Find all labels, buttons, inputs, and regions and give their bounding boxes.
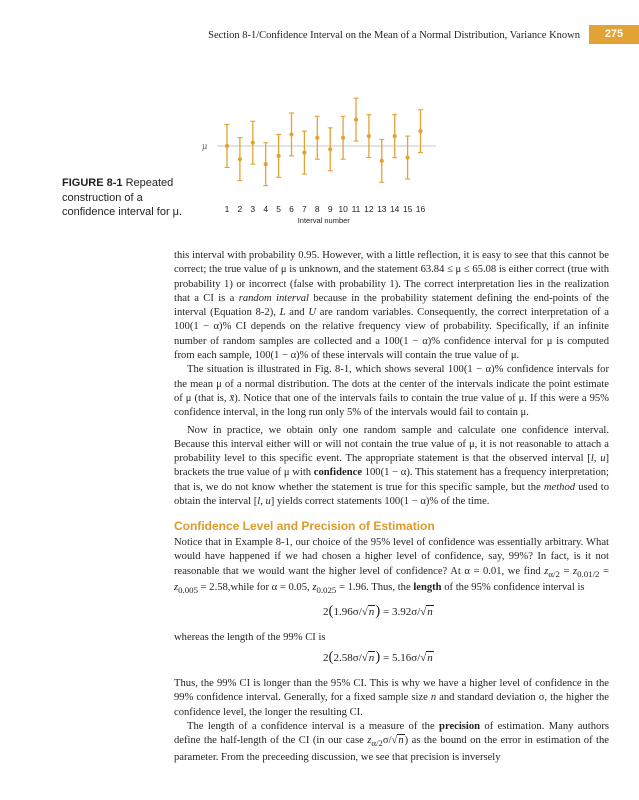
eq99-open: ( <box>328 649 334 665</box>
p3-comma: , <box>593 453 601 465</box>
eq99-inner: 2.58σ <box>333 652 359 664</box>
eq99-slash2: / <box>417 652 421 664</box>
x-tick-label-11: 11 <box>351 204 361 214</box>
p3-bold: confidence <box>313 467 363 479</box>
p1-var-u: U <box>308 307 316 319</box>
p3-text-2: ] brackets the true value of μ with <box>174 453 610 479</box>
eq95-two: 2 <box>323 606 329 618</box>
p4-text-4: of the 95% confidence interval is <box>441 582 585 593</box>
p4-bold: length <box>413 582 442 593</box>
p3-text-1: Now in practice, we obtain only one random sample and calculate one confidence interval. Because this interval either will or will not contain the true value of μ, it is not reasonable to attach a probability level to this specific event. The appropriate statement is that the observed interval [ <box>174 424 609 465</box>
p6-text-2: and standard deviation σ, the higher the confidence level, the longer the resulting CI. <box>174 692 609 718</box>
paragraph-6 <box>174 677 609 720</box>
ci-chart <box>190 92 450 227</box>
paragraph-4-block <box>174 536 609 597</box>
paragraph-1 <box>174 249 609 363</box>
eq95-slash2: / <box>417 606 421 618</box>
p4-text-2: = 2.58,while for α = 0.05, <box>198 582 313 593</box>
eq99-rhs: = 5.16σ <box>380 652 418 664</box>
point-estimate-4 <box>264 162 268 166</box>
point-estimate-6 <box>289 132 293 136</box>
body-paragraphs-top <box>174 249 609 509</box>
p4-z3: z <box>174 582 179 593</box>
p2-text-2: ). Notice that one of the intervals fails to contain the true value of μ. If this were a 95% confidence interval, in the long run only 5% of the intervals would fail to contain μ. <box>174 392 609 419</box>
p3-comma2: , <box>260 496 266 508</box>
figure-caption-text: Repeated construction of a confidence interval for μ. <box>62 177 183 218</box>
x-tick-label-2: 2 <box>237 204 243 214</box>
p7-z-sub: α/2 <box>371 738 383 749</box>
point-estimate-12 <box>367 134 371 138</box>
eq99-slash: / <box>358 652 362 664</box>
p7-bold: precision <box>439 720 481 732</box>
x-tick-label-6: 6 <box>289 204 294 214</box>
p6-text-1: Thus, the 99% CI is longer than the 95% CI. This is why we have a higher level of confidence in the 99% confidence interval. Generally, for a fixed sample size <box>174 678 609 704</box>
p4-z2: z <box>573 565 578 577</box>
p4-text-3: = 1.96. Thus, the <box>336 582 414 593</box>
paragraph-2 <box>174 363 609 420</box>
p4-z1-sub: α/2 <box>548 568 560 579</box>
p6-n: n <box>430 692 437 704</box>
running-header: Section 8-1/Confidence Interval on the Mean of a Normal Distribution, Variance Known <box>208 30 580 41</box>
y-axis-label: μ <box>202 142 208 151</box>
paragraph-5: whereas the length of the 99% CI is <box>174 632 326 643</box>
paragraph-3 <box>174 424 609 510</box>
p2-text-1: The situation is illustrated in Fig. 8-1, which shows several 100(1 − α)% confidence intervals for the mean μ of a normal distribution. The dots at the center of the intervals indicate the point estimate of μ (that is, <box>174 364 609 404</box>
eq99-sqrt2: √ <box>420 652 427 664</box>
eq95-slash: / <box>358 606 362 618</box>
point-estimate-15 <box>406 155 410 159</box>
point-estimate-2 <box>238 157 242 161</box>
p7-n: n <box>398 735 404 747</box>
eq99-close: ) <box>375 649 381 665</box>
x-tick-label-12: 12 <box>364 204 374 214</box>
p3-text-5: ] yields correct statements 100(1 − α)% of the time. <box>270 496 490 508</box>
x-axis-label: Interval number <box>297 216 350 225</box>
p7-text-2: of estimation. Many authors define the half-length of the CI (in our case <box>174 720 609 747</box>
p4-z3-sub: 0.005 <box>178 585 198 596</box>
equation-99 <box>323 649 434 666</box>
x-tick-label-16: 16 <box>415 204 426 214</box>
point-estimate-11 <box>354 118 358 122</box>
eq95-sqrt2: √ <box>420 606 427 618</box>
paragraph-4 <box>174 536 609 597</box>
p3-emphasis: method <box>543 481 576 493</box>
eq95-inner: 1.96σ <box>333 606 359 618</box>
point-estimate-13 <box>380 159 384 163</box>
x-tick-label-15: 15 <box>402 204 413 214</box>
page-number: 275 <box>589 25 639 44</box>
p4-z4: z <box>312 582 317 593</box>
p1-emphasis: random interval <box>238 292 309 304</box>
x-tick-label-14: 14 <box>389 204 400 214</box>
p1-and: and <box>285 307 309 319</box>
p7-z: z <box>367 735 372 747</box>
p4-z4-sub: 0.025 <box>316 585 337 596</box>
point-estimate-1 <box>225 144 229 148</box>
eq95-n2: n <box>427 606 433 618</box>
p4-z1: z <box>544 565 549 577</box>
eq99-n: n <box>368 652 375 664</box>
x-tick-label-7: 7 <box>302 204 307 214</box>
x-tick-label-8: 8 <box>314 204 320 214</box>
p7-text-1: The length of a confidence interval is a measure of the <box>187 720 440 732</box>
p1-text-2: because in the probability statement defining the end-points of the interval (Equation 8-2), <box>174 292 609 319</box>
p3-text-3: 100(1 − α). This statement has a frequency interpretation; that is, we do not know whether the statement is true for this specific sample, but the <box>174 467 610 493</box>
p3-var-l2: l <box>257 496 261 508</box>
p7-sqrt: √ <box>391 735 398 747</box>
p3-var-u: u <box>600 453 606 465</box>
p3-var-l: l <box>590 453 594 465</box>
p4-text-1: Notice that in Example 8-1, our choice of the 95% level of confidence was essentially arbitrary. What would have happened if we had chosen a higher level of confidence, say, 99%? In fact, is it not reasonable that we would want the higher level of confidence? At α = 0.01, we find <box>174 537 609 577</box>
x-tick-label-1: 1 <box>224 204 230 214</box>
point-estimate-16 <box>418 129 422 133</box>
eq95-sqrt: √ <box>361 606 368 618</box>
eq99-two: 2 <box>323 652 329 664</box>
p1-var-l: L <box>279 307 286 319</box>
section-heading: Confidence Level and Precision of Estimation <box>174 519 435 533</box>
x-tick-label-10: 10 <box>338 204 348 214</box>
p1-text-1: this interval with probability 0.95. However, with a little reflection, it is easy to see that this cannot be correct; the true value of μ is unknown, and the statement 63.84 ≤ μ ≤ 65.08 is either correct (true with probability 1) or incorrect (false with probability 1). The correct interpretation lies in the realization that a CI is a <box>174 250 609 304</box>
p3-text-4: used to obtain the interval [ <box>174 481 609 508</box>
paragraph-5-block <box>174 631 609 645</box>
figure-caption <box>62 176 187 220</box>
point-estimate-14 <box>393 134 397 138</box>
paragraph-6-7-block <box>174 677 609 765</box>
equation-95 <box>323 603 434 620</box>
p7-sigma: σ <box>382 735 389 747</box>
eq95-open: ( <box>328 603 334 619</box>
paragraph-7 <box>174 720 609 765</box>
eq99-sqrt: √ <box>361 652 368 664</box>
eq99-n2: n <box>427 652 433 664</box>
point-estimate-7 <box>302 151 306 155</box>
p4-eq1: = <box>559 565 573 577</box>
x-tick-label-13: 13 <box>377 204 387 214</box>
point-estimate-9 <box>328 147 332 151</box>
p4-z2-sub: 0.01/2 <box>577 568 600 579</box>
figure-8-1 <box>190 92 450 227</box>
eq95-rhs: = 3.92σ <box>380 606 418 618</box>
point-estimate-3 <box>251 141 255 145</box>
eq95-n: n <box>368 606 375 618</box>
x-tick-label-4: 4 <box>263 204 269 214</box>
point-estimate-5 <box>277 154 281 158</box>
p4-eq2: = <box>599 565 609 577</box>
eq95-close: ) <box>375 603 381 619</box>
x-tick-label-9: 9 <box>327 204 333 214</box>
p7-text-3: ) as the bound on the error in estimation of the parameter. From the preceeding discussion, we see that precision is inversely <box>174 735 609 763</box>
x-tick-label-3: 3 <box>250 204 256 214</box>
point-estimate-10 <box>341 136 345 140</box>
point-estimate-8 <box>315 136 319 140</box>
x-tick-label-5: 5 <box>276 204 281 214</box>
p3-var-u2: u <box>265 496 271 508</box>
figure-label: FIGURE 8-1 <box>62 177 123 189</box>
p1-text-3: are random variables. Consequently, the correct interpretation of a 100(1 − α)% CI depends on the relative frequency view of probability. Specifically, if an infinite number of random samples are collected and a 100(1 − α)% confidence interval for μ is computed from each sample, 100(1 − α)% of these intervals will contain the true value of μ. <box>174 307 610 362</box>
p2-xbar: x̄ <box>229 392 235 404</box>
p7-slash: / <box>388 735 392 747</box>
